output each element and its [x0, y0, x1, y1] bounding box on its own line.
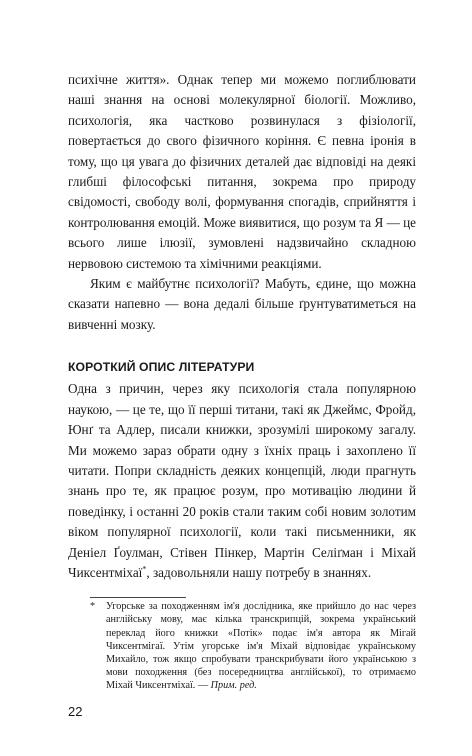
footnote: [90, 600, 416, 692]
editor-note: Прим. ред.: [210, 679, 257, 691]
page-number: 22: [68, 704, 83, 719]
page-body: [68, 70, 416, 692]
section-body-end: , задовольняли нашу потребу в знаннях.: [146, 564, 372, 580]
footnote-text: [106, 600, 416, 692]
footnote-body: Угорське за походженням ім'я дослідника, яке прийшло до нас через англійську мову, має кілька транскрипцій, зокрема український переклад його книжки «Потік» подає ім'я автора як Мігай Чиксентмігаї. Утім угорське ім'я Міхай відповідає українському Михайло, тож якщо спробувати транскрибувати його українською з мови походження (без посередництва англійської), то отримаємо Міхай Чиксентміхаї. —: [106, 601, 416, 691]
paragraph-2: Яким є майбутнє психології? Мабуть, єдине, що можна сказати напевно — вона дедалі більше ґрунтуватиметься на вивченні мозку.: [68, 276, 416, 332]
section-paragraph: [68, 379, 416, 583]
footnote-reference: *: [142, 564, 147, 574]
paragraph-1: психічне життя». Однак тепер ми можемо поглиблювати наші знання на основі молекулярної біології. Можливо, психологія, яка частково розвинулася з фізіології, повертається до свого фізичного коріння. Є певна іронія в тому, що ця увага до фізичних деталей дає відповіді на деякі глибші філософські питання, зокрема про природу свідомості, свободу волі, формування спогадів, сприйняття і контролювання емоцій. Може виявитися, що розум та Я — це всього лише ілюзії, зумовлені надзвичайно складною нервовою системою та хімічними реакціями.: [68, 72, 416, 271]
section-body-text: Одна з причин, через яку психологія стала популярною наукою, — це те, що її перші титани, такі як Джеймс, Фройд, Юнґ та Адлер, писали книжки, зрозумілі широкому загалу. Ми можемо зараз обрати одну з їхніх праць і захоплено її читати. Попри складність деяких концепцій, люди прагнуть знань про те, як працює розум, про мотивацію людини й поведінку, і останні 20 років стали таким собі новим золотим віком популярної психології, коли такі письменники, як Деніел Ґоулман, Стівен Пінкер, Мартін Селіґман і Міхай Чиксентміхаї: [68, 381, 416, 580]
footnote-divider: [90, 597, 186, 598]
section-heading: КОРОТКИЙ ОПИС ЛІТЕРАТУРИ: [68, 360, 255, 375]
footnote-marker: *: [90, 601, 96, 613]
